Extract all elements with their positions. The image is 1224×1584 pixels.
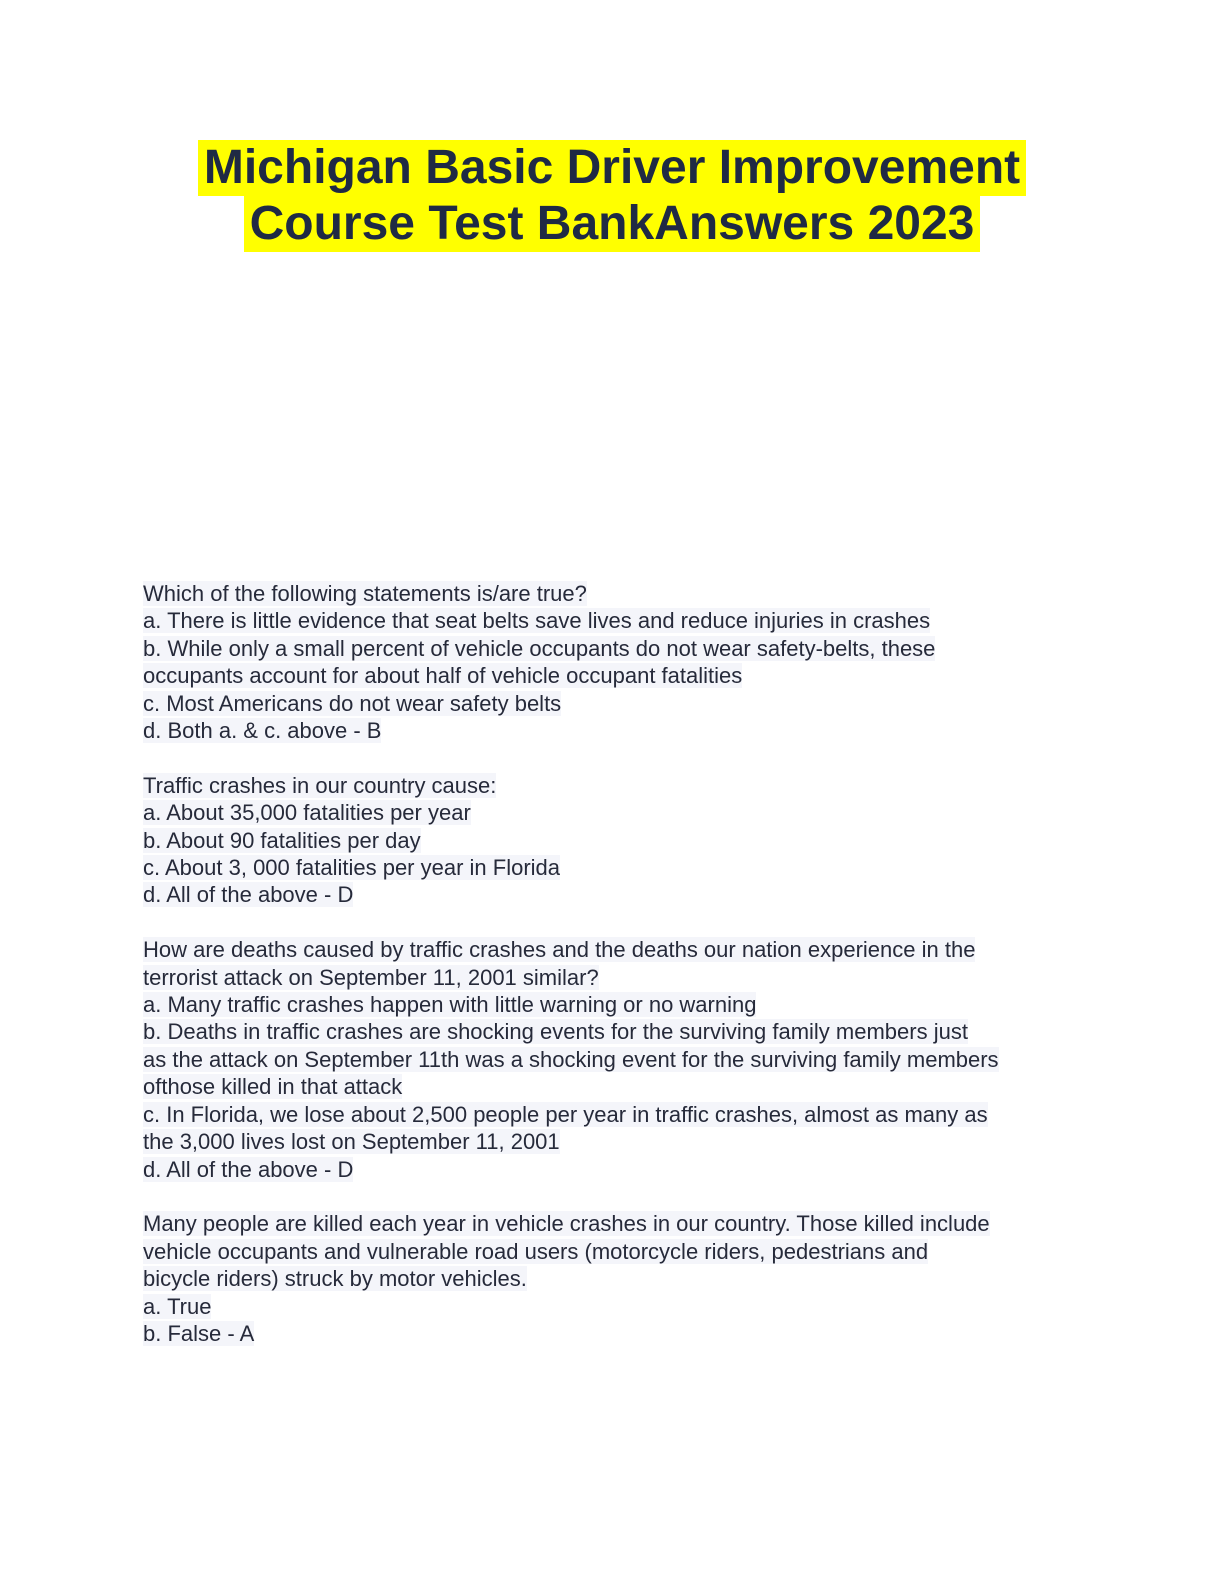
answer-option: b. While only a small percent of vehicle occupants do not wear safety-belts, these xyxy=(143,635,936,661)
answer-option-with-key: d. All of the above - D xyxy=(143,882,354,908)
question-2 xyxy=(143,772,1073,909)
question-1 xyxy=(143,580,1073,744)
question-text-continued: terrorist attack on September 11, 2001 similar? xyxy=(143,964,599,990)
answer-option-continued: the 3,000 lives lost on September 11, 2001 xyxy=(143,1129,560,1155)
document-title xyxy=(0,140,1224,252)
answer-option-with-key: b. False - A xyxy=(143,1320,255,1346)
answer-option: a. There is little evidence that seat belts save lives and reduce injuries in crashes xyxy=(143,608,931,634)
answer-option: a. Many traffic crashes happen with little warning or no warning xyxy=(143,992,757,1018)
answer-option: c. About 3, 000 fatalities per year in Florida xyxy=(143,855,561,881)
question-list xyxy=(143,580,1073,1375)
question-text-continued: bicycle riders) struck by motor vehicles. xyxy=(143,1266,527,1292)
title-line-2: Course Test BankAnswers 2023 xyxy=(244,196,981,252)
question-4 xyxy=(143,1210,1073,1347)
question-text: Which of the following statements is/are true? xyxy=(143,581,587,606)
answer-option: a. True xyxy=(143,1293,212,1319)
answer-option: a. About 35,000 fatalities per year xyxy=(143,800,471,826)
answer-option-continued: as the attack on September 11th was a shocking event for the surviving family members xyxy=(143,1046,999,1072)
answer-option-continued: ofthose killed in that attack xyxy=(143,1074,403,1100)
answer-option: c. In Florida, we lose about 2,500 people per year in traffic crashes, almost as many as xyxy=(143,1101,988,1127)
title-line-1: Michigan Basic Driver Improvement xyxy=(198,140,1026,196)
question-text: Traffic crashes in our country cause: xyxy=(143,772,497,798)
answer-option: b. Deaths in traffic crashes are shocking events for the surviving family members just xyxy=(143,1019,968,1045)
answer-option: c. Most Americans do not wear safety belts xyxy=(143,690,562,716)
answer-option-with-key: d. Both a. & c. above - B xyxy=(143,718,382,744)
question-3 xyxy=(143,936,1073,1183)
question-text: How are deaths caused by traffic crashes and the deaths our nation experience in the xyxy=(143,937,976,963)
question-text-continued: vehicle occupants and vulnerable road users (motorcycle riders, pedestrians and xyxy=(143,1238,929,1264)
answer-option-continued: occupants account for about half of vehicle occupant fatalities xyxy=(143,663,743,689)
question-text: Many people are killed each year in vehicle crashes in our country. Those killed include xyxy=(143,1211,990,1237)
answer-option-with-key: d. All of the above - D xyxy=(143,1156,354,1182)
answer-option: b. About 90 fatalities per day xyxy=(143,827,421,853)
